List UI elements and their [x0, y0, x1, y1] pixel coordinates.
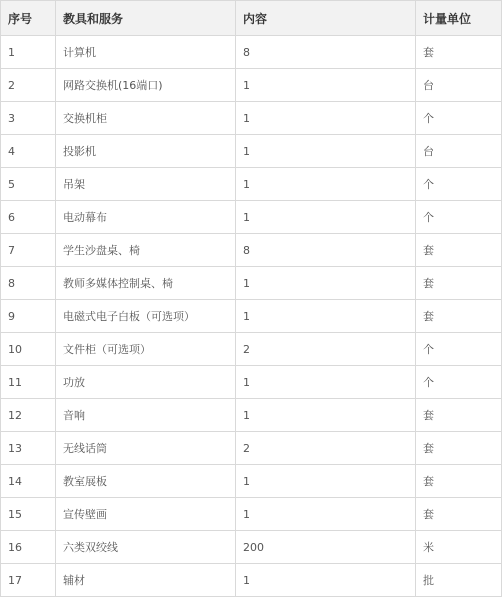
cell-item: 文件柜（可选项）	[56, 333, 236, 366]
cell-index: 8	[1, 267, 56, 300]
cell-content: 8	[236, 36, 416, 69]
header-content: 内容	[236, 1, 416, 36]
cell-content: 1	[236, 399, 416, 432]
cell-content: 1	[236, 102, 416, 135]
table-header	[1, 1, 502, 36]
cell-item: 计算机	[56, 36, 236, 69]
cell-content: 1	[236, 498, 416, 531]
cell-item: 电动幕布	[56, 201, 236, 234]
cell-unit: 套	[416, 498, 502, 531]
cell-index: 5	[1, 168, 56, 201]
cell-unit: 个	[416, 201, 502, 234]
cell-unit: 套	[416, 399, 502, 432]
cell-item: 投影机	[56, 135, 236, 168]
table-row	[1, 102, 502, 135]
table-row	[1, 564, 502, 597]
cell-content: 2	[236, 333, 416, 366]
cell-index: 7	[1, 234, 56, 267]
cell-content: 1	[236, 201, 416, 234]
table-row	[1, 234, 502, 267]
table-row	[1, 300, 502, 333]
cell-index: 1	[1, 36, 56, 69]
cell-index: 17	[1, 564, 56, 597]
cell-index: 13	[1, 432, 56, 465]
cell-item: 教师多媒体控制桌、椅	[56, 267, 236, 300]
table-row	[1, 399, 502, 432]
cell-item: 宣传壁画	[56, 498, 236, 531]
cell-index: 15	[1, 498, 56, 531]
cell-unit: 个	[416, 366, 502, 399]
cell-item: 音响	[56, 399, 236, 432]
cell-unit: 套	[416, 234, 502, 267]
cell-index: 3	[1, 102, 56, 135]
table-row	[1, 69, 502, 102]
cell-content: 1	[236, 366, 416, 399]
cell-item: 无线话筒	[56, 432, 236, 465]
cell-index: 9	[1, 300, 56, 333]
cell-unit: 批	[416, 564, 502, 597]
cell-index: 2	[1, 69, 56, 102]
header-item: 教具和服务	[56, 1, 236, 36]
cell-item: 交换机柜	[56, 102, 236, 135]
cell-index: 10	[1, 333, 56, 366]
cell-unit: 套	[416, 300, 502, 333]
cell-index: 12	[1, 399, 56, 432]
cell-item: 电磁式电子白板（可选项）	[56, 300, 236, 333]
cell-index: 11	[1, 366, 56, 399]
cell-content: 1	[236, 564, 416, 597]
table-row	[1, 168, 502, 201]
cell-unit: 个	[416, 333, 502, 366]
cell-unit: 台	[416, 135, 502, 168]
cell-content: 1	[236, 267, 416, 300]
cell-item: 功放	[56, 366, 236, 399]
cell-content: 200	[236, 531, 416, 564]
table-row	[1, 498, 502, 531]
header-index: 序号	[1, 1, 56, 36]
cell-index: 4	[1, 135, 56, 168]
cell-content: 1	[236, 135, 416, 168]
cell-item: 吊架	[56, 168, 236, 201]
cell-unit: 个	[416, 168, 502, 201]
cell-unit: 套	[416, 465, 502, 498]
table-row	[1, 267, 502, 300]
cell-unit: 套	[416, 36, 502, 69]
table-row	[1, 135, 502, 168]
table-row	[1, 531, 502, 564]
cell-item: 辅材	[56, 564, 236, 597]
cell-unit: 个	[416, 102, 502, 135]
cell-content: 1	[236, 300, 416, 333]
table-row	[1, 201, 502, 234]
cell-content: 2	[236, 432, 416, 465]
cell-unit: 台	[416, 69, 502, 102]
cell-unit: 米	[416, 531, 502, 564]
cell-index: 16	[1, 531, 56, 564]
table-body	[1, 36, 502, 597]
cell-content: 1	[236, 168, 416, 201]
header-row	[1, 1, 502, 36]
table-row	[1, 333, 502, 366]
cell-item: 网路交换机(16端口)	[56, 69, 236, 102]
table-row	[1, 366, 502, 399]
table-row	[1, 465, 502, 498]
table-row	[1, 432, 502, 465]
cell-item: 教室展板	[56, 465, 236, 498]
header-unit: 计量单位	[416, 1, 502, 36]
cell-unit: 套	[416, 267, 502, 300]
cell-index: 6	[1, 201, 56, 234]
cell-item: 六类双绞线	[56, 531, 236, 564]
cell-unit: 套	[416, 432, 502, 465]
cell-index: 14	[1, 465, 56, 498]
cell-content: 1	[236, 465, 416, 498]
table-row	[1, 36, 502, 69]
cell-item: 学生沙盘桌、椅	[56, 234, 236, 267]
cell-content: 8	[236, 234, 416, 267]
cell-content: 1	[236, 69, 416, 102]
